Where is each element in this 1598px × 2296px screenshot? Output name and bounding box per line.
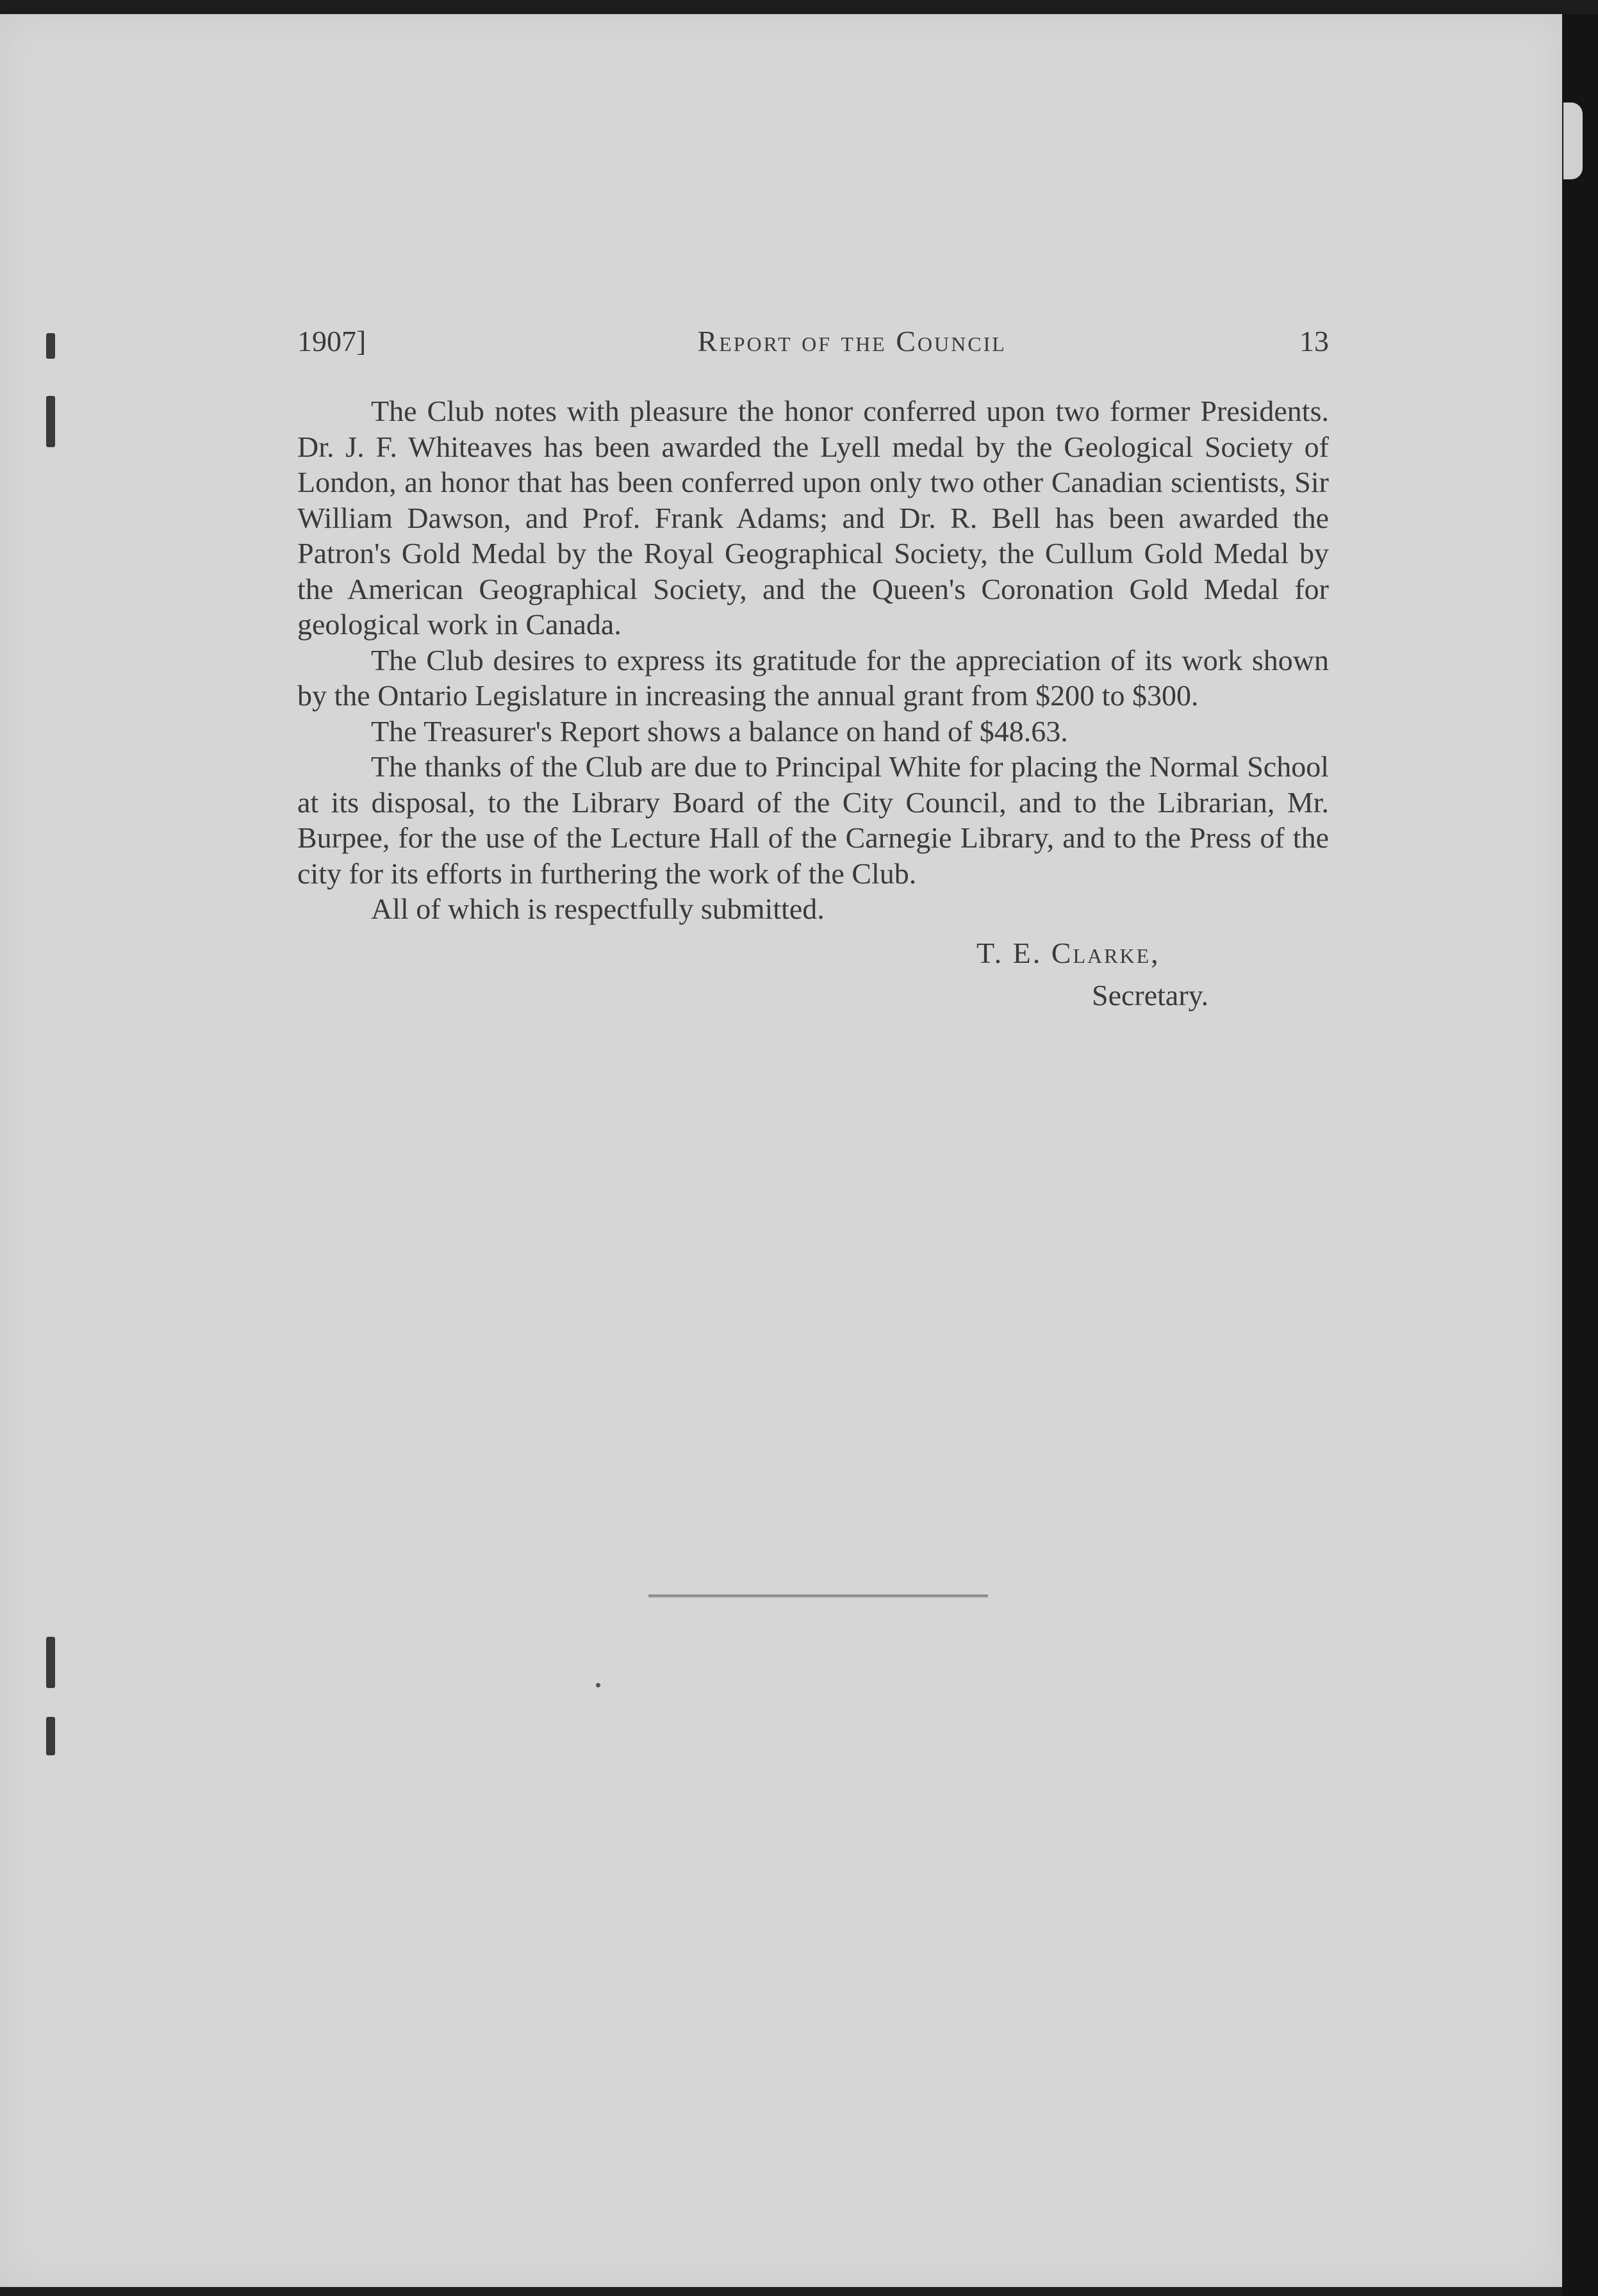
signature-surname: Clarke, [1051, 936, 1160, 969]
paragraph-grant: The Club desires to express its gratitude for the appreciation of its work shown by the Ontario Legislature in increasing the annual grant from $200 to $300. [297, 643, 1329, 712]
paper-sheet [0, 14, 1562, 2287]
paragraph-closing: All of which is respectfully submitted. [371, 892, 825, 925]
section-rule [648, 1595, 988, 1598]
header-title: Report of the Council [697, 325, 1007, 357]
signature [297, 936, 1329, 1019]
paragraph-thanks: The thanks of the Club are due to Principal White for placing the Normal School at its disposal, to the Library Board of the City Council, and to the Librarian, Mr. Burpee, for the use of the Lecture Hall of the Carnegie Library, and to the Press of the city for its efforts in furthering the work of the Club. [297, 750, 1329, 890]
binding-mark [46, 1717, 55, 1755]
running-head [297, 324, 1329, 369]
paper-speck [596, 1683, 600, 1687]
page-number: 13 [1299, 325, 1329, 357]
binding-mark [46, 333, 55, 359]
binding-mark [46, 1637, 55, 1688]
signature-name [976, 936, 1160, 970]
scan-edge [1562, 14, 1598, 2296]
page-edge-notch [1563, 102, 1583, 179]
paragraph-honors: The Club notes with pleasure the honor conferred upon two former Presidents. Dr. J. F. Whiteaves has been awarded the Lyell medal by the Geological Society of London, an honor that has been conferred upon only two other Canadian scientists, Sir William Dawson, and Prof. Frank Adams; and Dr. R. Bell has been awarded the Patron's Gold Medal by the Royal Geographical Society, the Cullum Gold Medal by the American Geographical Society, and the Queen's Coronation Gold Medal for geological work in Canada. [297, 395, 1329, 641]
binding-mark [46, 396, 55, 447]
body-text [297, 393, 1329, 927]
signature-role: Secretary. [1092, 978, 1209, 1012]
paragraph-treasurer: The Treasurer's Report shows a balance on hand of $48.63. [371, 714, 1068, 748]
text-block [297, 324, 1329, 1019]
signature-initials: T. E. [976, 936, 1042, 969]
header-year: 1907] [297, 325, 367, 357]
